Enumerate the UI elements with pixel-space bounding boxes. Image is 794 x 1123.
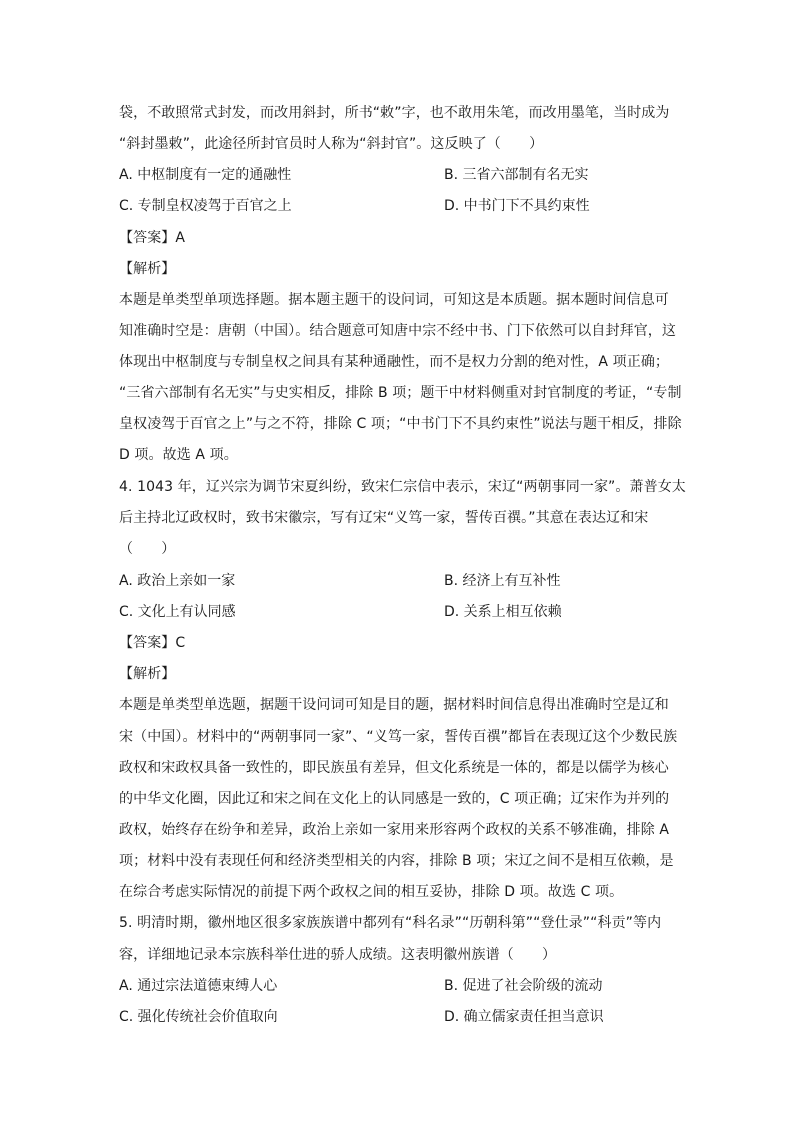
- q3-analysis-title: 【解析】: [119, 261, 176, 277]
- q3-analysis-line-3: 体现出中枢制度与专制皇权之间具有某种通融性，而不是权力分割的绝对性，A 项正确；: [119, 354, 670, 370]
- q4-analysis-line-1: 本题是单类型单选题，据题干设问词可知是目的题，据材料时间信息得出准确时空是辽和: [119, 697, 669, 713]
- q3-analysis-line-6: D 项。故选 A 项。: [119, 447, 238, 463]
- q4-answer: 【答案】C: [119, 635, 186, 651]
- q4-option-a: A. 政治上亲如一家: [119, 573, 236, 589]
- q4-analysis-line-4: 的中华文化圈，因此辽和宋之间在文化上的认同感是一致的，C 项正确；辽宋作为并列的: [119, 791, 670, 807]
- q3-analysis-line-5: 皇权凌驾于百官之上”与之不符，排除 C 项；“中书门下不具约束性”说法与题干相反，排除: [119, 416, 682, 432]
- q4-option-b: B. 经济上有互补性: [444, 573, 561, 589]
- q3-stem-line-2: “斜封墨敕”，此途径所封官员时人称为“斜封官”。这反映了（ ）: [119, 136, 544, 152]
- q5-stem-line-1: 5. 明清时期，徽州地区很多家族族谱中都列有“科名录”“历朝科第”“登仕录”“科贡”等内: [119, 915, 662, 931]
- q4-stem-line-1: 4. 1043 年，辽兴宗为调节宋夏纠纷，致宋仁宗信中表示，宋辽“两朝事同一家”。萧普女太: [119, 479, 686, 495]
- q4-option-d: D. 关系上相互依赖: [444, 604, 562, 620]
- q4-analysis-line-2: 宋（中国）。材料中的“两朝事同一家”、“义笃一家，誓传百禩”都旨在表现辽这个少数民族: [119, 729, 678, 745]
- q4-analysis-line-6: 项；材料中没有表现任何和经济类型相关的内容，排除 B 项；宋辽之间不是相互依赖，是: [119, 853, 674, 869]
- q5-option-b: B. 促进了社会阶级的流动: [444, 978, 603, 994]
- q3-option-b: B. 三省六部制有名无实: [444, 167, 589, 183]
- q5-option-d: D. 确立儒家责任担当意识: [444, 1009, 604, 1025]
- q4-stem-line-3: （ ）: [119, 541, 176, 557]
- q3-analysis-line-4: “三省六部制有名无实”与史实相反，排除 B 项；题干中材料侧重对封官制度的考证，“专制: [119, 385, 682, 401]
- q5-option-c: C. 强化传统社会价值取向: [119, 1009, 278, 1025]
- q3-option-d: D. 中书门下不具约束性: [444, 198, 590, 214]
- q4-analysis-line-3: 政权和宋政权具备一致性的，即民族虽有差异，但文化系统是一体的，都是以儒学为核心: [119, 760, 669, 776]
- q4-option-c: C. 文化上有认同感: [119, 604, 236, 620]
- q5-option-a: A. 通过宗法道德束缚人心: [119, 978, 278, 994]
- q3-analysis-line-2: 知准确时空是：唐朝（中国）。结合题意可知唐中宗不经中书、门下依然可以自封拜官，这: [119, 323, 676, 339]
- q5-stem-line-2: 容，详细地记录本宗族科举仕进的骄人成绩。这表明徽州族谱（ ）: [119, 947, 557, 963]
- q4-stem-line-2: 后主持北辽政权时，致书宋徽宗，写有辽宋“义笃一家，誓传百禩。”其意在表达辽和宋: [119, 510, 649, 526]
- q3-option-a: A. 中枢制度有一定的通融性: [119, 167, 292, 183]
- q3-stem-line-1: 袋，不敢照常式封发，而改用斜封，所书“敕”字，也不敢用朱笔，而改用墨笔，当时成为: [119, 105, 670, 121]
- q3-analysis-line-1: 本题是单类型单项选择题。据本题主题干的设问词，可知这是本质题。据本题时间信息可: [119, 292, 669, 308]
- q4-analysis-line-5: 政权，始终存在纷争和差异，政治上亲如一家用来形容两个政权的关系不够准确，排除 A: [119, 822, 670, 838]
- q3-option-c: C. 专制皇权凌驾于百官之上: [119, 198, 292, 214]
- q4-analysis-title: 【解析】: [119, 666, 176, 682]
- q3-answer: 【答案】A: [119, 230, 186, 246]
- q4-analysis-line-7: 在综合考虑实际情况的前提下两个政权之间的相互妥协，排除 D 项。故选 C 项。: [119, 884, 624, 900]
